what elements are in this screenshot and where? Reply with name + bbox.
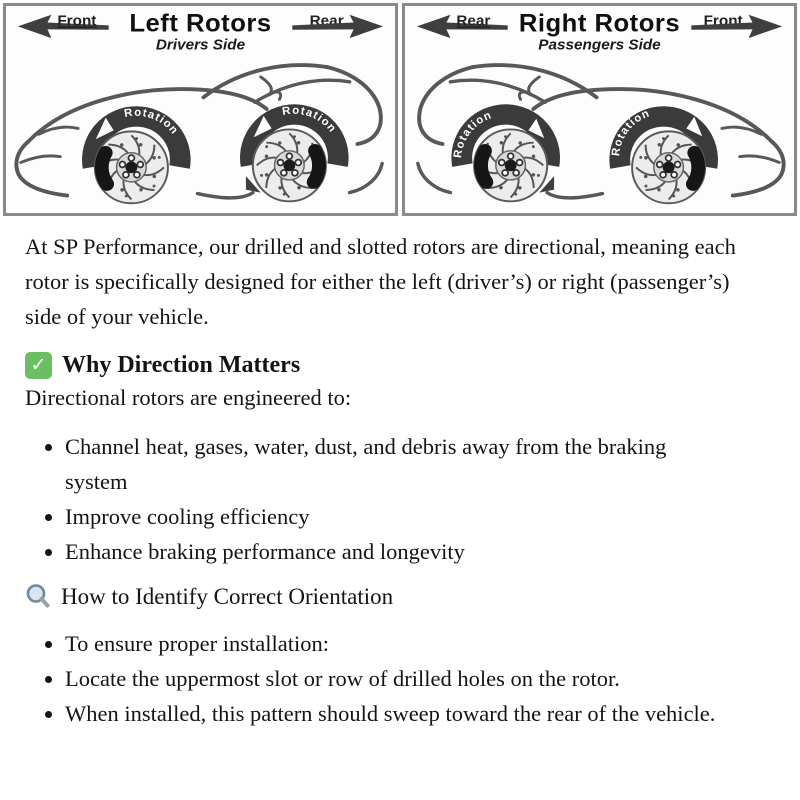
magnifier-icon [25, 583, 52, 610]
list-item: • Enhance braking performance and longevity [65, 534, 690, 569]
right-rotors-illustration [405, 6, 794, 213]
panel-subtitle: Drivers Side [155, 36, 246, 54]
intro-paragraph: At SP Performance, our drilled and slotted rotors are directional, meaning each rotor is specifically designed for either the left (driver’s) or right (passenger’s) side of your vehicle. [25, 234, 736, 329]
rotation-label: Rotation [452, 109, 494, 159]
engineered-lead: Directional rotors are engineered to: [25, 385, 352, 410]
list-item: • To ensure proper installation: [65, 626, 770, 661]
check-mark-icon: ✓ [25, 352, 52, 379]
front-label: Front [57, 12, 97, 30]
list-item: • When installed, this pattern should sweep toward the rear of the vehicle. [65, 696, 770, 731]
rear-label: Rear [309, 12, 344, 30]
left-rotors-illustration [6, 6, 395, 213]
why-direction-heading-text: Why Direction Matters [62, 352, 301, 378]
why-direction-heading [25, 350, 772, 380]
left-rotors-panel [3, 3, 398, 216]
panel-title: Right Rotors [518, 9, 681, 38]
benefits-list [25, 429, 772, 569]
front-label: Front [703, 12, 743, 30]
car-side-left [16, 65, 382, 203]
article-body [25, 229, 772, 731]
orientation-heading [25, 579, 772, 614]
list-item: • Improve cooling efficiency [65, 499, 690, 534]
panel-title: Left Rotors [129, 9, 272, 38]
right-rotors-panel [402, 3, 797, 216]
list-item: • Channel heat, gases, water, dust, and debris away from the braking system [65, 429, 690, 499]
install-steps-list [25, 626, 772, 731]
orientation-heading-text: How to Identify Correct Orientation [61, 584, 394, 609]
rotation-label: Rotation [281, 104, 339, 136]
rotation-label: Rotation [123, 106, 181, 138]
list-item: • Locate the uppermost slot or row of drilled holes on the rotor. [65, 661, 770, 696]
rear-label: Rear [456, 12, 491, 30]
panel-subtitle: Passengers Side [538, 36, 661, 54]
rotation-label: Rotation [610, 107, 652, 157]
rotor-direction-diagram [0, 0, 800, 216]
